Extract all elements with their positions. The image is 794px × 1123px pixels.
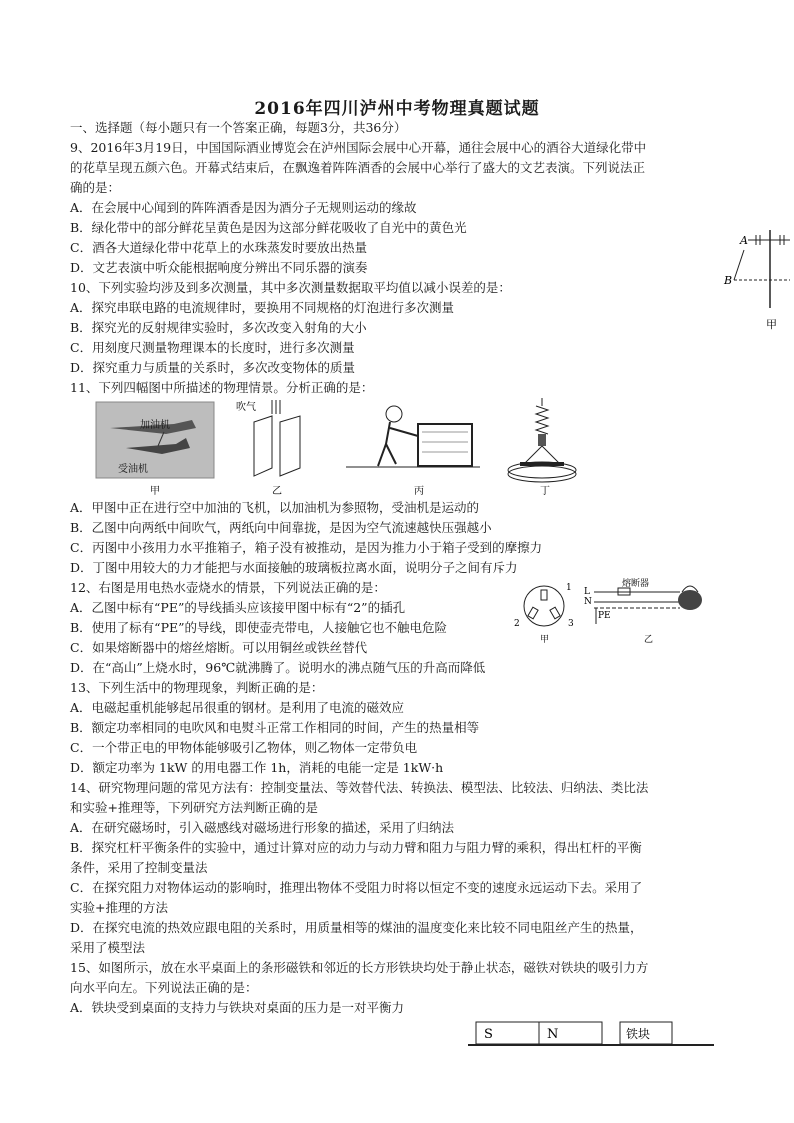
mirror-label-a: A <box>740 234 748 247</box>
socket-figure <box>514 583 574 645</box>
question-line: C．一个带正电的甲物体能够吸引乙物体，则乙物体一定带负电 <box>70 740 418 755</box>
question-line: C．在探究阻力对物体运动的影响时，推理出物体不受阻力时将以恒定不变的速度永远运动下去。采用了 <box>70 880 643 895</box>
wire-label-pe: PE <box>598 611 611 621</box>
q15-magnet-figure <box>468 1020 718 1052</box>
magnet-pole-s: S <box>484 1027 493 1042</box>
socket-num-1: 1 <box>566 583 572 593</box>
caption-jia: 甲 <box>540 635 550 645</box>
caption-bing: 丙 <box>414 486 424 497</box>
page-title: 2016年四川泸州中考物理真题试题 <box>254 99 540 119</box>
question-line: D．探究重力与质量的关系时，多次改变物体的质量 <box>70 360 356 375</box>
question-line: 采用了模型法 <box>70 940 146 955</box>
mirror-label-b: B <box>724 274 733 287</box>
refueling-photo <box>96 402 214 478</box>
question-line: 条件，采用了控制变量法 <box>70 860 208 875</box>
magnet-pole-n: N <box>547 1027 559 1042</box>
paper-blow-figure <box>236 400 300 476</box>
question-line: D．在“高山”上烧水时，96℃就沸腾了。说明水的沸点随气压的升高而降低 <box>70 660 486 675</box>
question-line: A．乙图中标有“PE”的导线插头应该接甲图中标有“2”的插孔 <box>70 600 406 615</box>
question-line: D．在探究电流的热效应跟电阻的关系时，用质量相等的煤油的温度变化来比较不同电阻丝产生的热量， <box>70 920 643 935</box>
iron-block-label: 铁块 <box>626 1027 651 1041</box>
question-line: 11、下列四幅图中所描述的物理情景。分析正确的是： <box>70 380 374 395</box>
label-receiver: 受油机 <box>118 464 148 475</box>
caption-yi: 乙 <box>272 486 282 497</box>
question-line: C．丙图中小孩用力水平推箱子，箱子没有被推动，是因为推力小于箱子受到的摩擦力 <box>70 540 543 555</box>
question-line: D．额定功率为 1kW 的用电器工作 1h，消耗的电能一定是 1kW·h <box>70 760 444 775</box>
question-line: 12、右图是用电热水壶烧水的情景，下列说法正确的是： <box>70 580 386 595</box>
question-line: 10、下列实验均涉及到多次测量，其中多次测量数据取平均值以减小误差的是： <box>70 280 511 295</box>
question-line: 和实验+推理等，下列研究方法判断正确的是 <box>70 800 318 815</box>
question-line: 9、2016年3月19日，中国国际酒业博览会在泸州国际会展中心开幕，通往会展中心的酒谷大道绿化带中 <box>70 140 647 155</box>
mirror-figure <box>720 228 794 338</box>
question-line: B．绿化带中的部分鲜花呈黄色是因为这部分鲜花吸收了自光中的黄色光 <box>70 220 467 235</box>
fuse-label: 熔断器 <box>622 579 650 589</box>
question-line: B．额定功率相同的电吹风和电熨斗正常工作相同的时间，产生的热量相等 <box>70 720 480 735</box>
socket-num-2: 2 <box>514 619 520 629</box>
push-box-figure <box>346 406 480 467</box>
question-line: 13、下列生活中的物理现象，判断正确的是： <box>70 680 324 695</box>
caption-jia: 甲 <box>150 486 160 497</box>
section-heading: 一、选择题（每小题只有一个答案正确，每题3分，共36分） <box>70 120 407 135</box>
question-line: 实验+推理的方法 <box>70 900 168 915</box>
question-line: C．用刻度尺测量物理课本的长度时，进行多次测量 <box>70 340 355 355</box>
q12-figures <box>510 578 710 648</box>
wire-label-n: N <box>584 597 592 607</box>
spring-scale-figure <box>508 398 576 482</box>
question-line: B．探究杠杆平衡条件的实验中，通过计算对应的动力与动力臂和阻力与阻力臂的乘积，得出杠杆的平衡 <box>70 840 642 855</box>
caption-yi: 乙 <box>644 635 654 645</box>
question-line: A．甲图中正在进行空中加油的飞机，以加油机为参照物，受油机是运动的 <box>70 500 480 515</box>
question-line: C．如果熔断器中的熔丝熔断。可以用铜丝或铁丝替代 <box>70 640 368 655</box>
question-line: 确的是： <box>70 180 121 195</box>
question-line: D．丁图中用较大的力才能把与水面接触的玻璃板拉离水面，说明分子之间有斥力 <box>70 560 518 575</box>
socket-num-3: 3 <box>568 619 574 629</box>
question-line: A．探究串联电路的电流规律时，要换用不同规格的灯泡进行多次测量 <box>70 300 455 315</box>
q11-figures <box>96 398 596 496</box>
mirror-caption: 甲 <box>766 318 777 331</box>
caption-ding: 丁 <box>540 486 550 497</box>
question-line: 15、如图所示，放在水平桌面上的条形磁铁和邻近的长方形铁块均处于静止状态，磁铁对铁块的吸引力方 <box>70 960 649 975</box>
wire-label-l: L <box>584 587 590 597</box>
question-line: A．铁块受到桌面的支持力与铁块对桌面的压力是一对平衡力 <box>70 1000 405 1015</box>
question-line: A．在研究磁场时，引入磁感线对磁场进行形象的描述，采用了归纳法 <box>70 820 455 835</box>
question-line: 向水平向左。下列说法正确的是： <box>70 980 258 995</box>
question-line: B．乙图中向两纸中间吹气，两纸向中间靠拢，是因为空气流速越快压强越小 <box>70 520 492 535</box>
question-line: C．酒各大道绿化带中花草上的水珠蒸发时要放出热量 <box>70 240 368 255</box>
label-blow: 吹气 <box>236 402 256 413</box>
question-line: D．文艺表演中听众能根据响度分辨出不同乐器的演奏 <box>70 260 368 275</box>
label-tanker: 加油机 <box>140 420 170 431</box>
question-line: 的花草呈现五颜六色。开幕式结束后，在飘逸着阵阵酒香的会展中心举行了盛大的文艺表演。下列说法正 <box>70 160 646 175</box>
kettle-circuit-figure <box>584 577 702 645</box>
question-line: B．使用了标有“PE”的导线，即使壶壳带电，人接触它也不触电危险 <box>70 620 448 635</box>
question-line: B．探究光的反射规律实验时，多次改变入射角的大小 <box>70 320 367 335</box>
question-line: A．电磁起重机能够起吊很重的钢材。是利用了电流的磁效应 <box>70 700 405 715</box>
question-line: A．在会展中心闻到的阵阵酒香是因为酒分子无规则运动的缘故 <box>70 200 417 215</box>
question-line: 14、研究物理问题的常见方法有：控制变量法、等效替代法、转换法、模型法、比较法、归纳法、类比法 <box>70 780 649 795</box>
